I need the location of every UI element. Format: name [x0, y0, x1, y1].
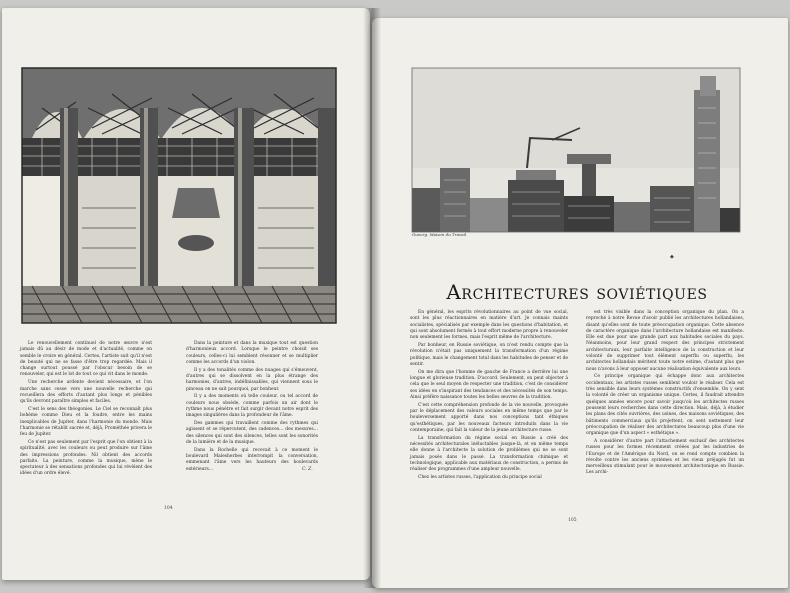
paragraph: Par bonheur, en Russie soviétique, on n'est rendu compte que la révolution n'était pas uniquement la transformation d'un régime politique, mais le changement total dans les habitudes de penser et de sentir. — [410, 342, 568, 367]
paragraph: Dans la Rochelle qui recevait à ce moment le boulevard Malesherbes interrompit la conversation, emmenant l'âme vers les hauteurs des boulevards extérieurs… — [186, 447, 318, 472]
illustration-caption: Gueorg. Maison du Travail — [412, 232, 467, 237]
right-text-column-1 — [410, 310, 568, 542]
paragraph: Ce n'est pas seulement par l'esprit que l'on obtient à la spiritualité, avec les couleurs ou peut produire sur l'âme des impressions profondes. Nil obtient des accords parfaits. La peinture, comme la musique, mène le spectateur à des sensations profondes qui lui révèlent des idées d'un ordre élevé. — [20, 439, 152, 477]
page-number: 105 — [568, 518, 577, 523]
palace-courtyard-illustration — [22, 68, 336, 323]
right-text-column-2 — [586, 310, 744, 542]
article-title: Architectures soviétiques — [446, 280, 708, 304]
paragraph: C'est cette compréhension profonde de la vie nouvelle, provoquée par le déplacement des valeurs sociales en même temps que par le bouleversement apporté dans nos conceptions tant éthiques qu'esthétiques, par les nouveaux facteurs introduits dans la vie contemporaine, qui fait la valeur de la jeune architecture russe. — [410, 402, 568, 433]
paragraph: C'est le sens des théogonies. Le Ciel se reconnaît plus bohème comme Dieu et la foudre, entre les mains inexplicables de Jupiter, dans l'harmonie du monde. Mais l'harmonie se rétablit sacrée et, déjà, Prométhée privera le feu de Jupiter. — [20, 406, 152, 438]
paragraph: Le renouvellement continuel de notre œuvre n'est jamais dû au désir de mode et d'actualité, comme on semble le croire en général. Certes, l'artiste suit qu'il n'est de beauté qui ne se fasse d'être trop regardée. Mais il change surtout poussé par l'obscur besoin de se renouveler, qui est le lot de tout ce qui vit dans le monde. — [20, 341, 152, 378]
paragraph: Chez les artistes russes, l'application du principe social — [418, 474, 542, 480]
right-page — [372, 18, 788, 588]
page-number: 104 — [164, 506, 173, 511]
paragraph: Il y a des tonalités comme des nuages qui s'émeuvent, d'autres qui se dissolvent en la plus étrange des harmonies, d'autres, indéfinissables, qui viennent sous le pinceau on ne sait pourquoi, par bonheur. — [186, 367, 318, 392]
paragraph: En général, les esprits révolutionnaires au point de vue social, sont les plus réactionnaires en matière d'art. Je connais maints socialistes, spécialisés par exemple dans les questions d'habitation, et qui sont absolument fermés à tout effort moderne propre à renouveler non seulement les formes, mais l'esprit même de l'architecture. — [410, 310, 568, 341]
book-gutter — [363, 8, 381, 588]
paragraph: Il y a des moments où telle couleur, ou tel accord de couleurs nous obsède, comme parfois un air dont le rythme nous pénètre et fait surgir devant notre esprit des images singulières dans la profondeur de l'âme. — [186, 394, 318, 419]
paragraph: Ce principe organique qui échappe donc aux architectes occidentaux, les artistes russes semblent vouloir le réaliser. Cela est très sensible dans leurs systèmes constructifs d'ensemble. On y sent la volonté de créer un organisme unique. Certes, il faudrait attendre quelques années encore pour savoir jusqu'où les architectes russes poussent leurs recherches dans cette direction. Mais, déjà, à étudier les plans des cités ouvrières, des usines, des maisons soviétiques, des bâtiments commerciaux qu'ils projettent, on sent nettement leur préoccupation de réaliser des architectures beaucoup plus d'une vie organique que d'un aspect « esthétique ». — [586, 374, 744, 437]
left-page — [2, 8, 370, 580]
ornament-mark: ◆ — [670, 254, 674, 260]
author-signature: C. Z. — [302, 467, 313, 472]
paragraph: Une recherche ardente devient nécessaire, et l'on marche sans cesse vers une nouvelle recherche qui recueillera des efforts d'autant plus longs et pénibles qu'ils devront paraître simples et faciles. — [20, 380, 152, 405]
paragraph: A considérer d'autre part l'attachement exclusif des architectes russes pour les formes récemment créées par les industries de l'Europe et de l'Amérique du Nord, on se rend compte combien la révolte contre les anciens systèmes et les vieux préjugés fut un merveilleux stimulant pour le mouvement architectonique en Russie. Les archi- — [586, 438, 744, 476]
paragraph: Des gammes qui travaillent comme des rythmes qui agissent et se répercutent, des cadences… des mesures… des silences qui sont des silences, telles sont les sonorités de la lumière et de la musique. — [186, 421, 318, 445]
left-text-column-1 — [20, 341, 152, 501]
paragraph: On me dira que l'homme de gauche de France a derrière lui une longue et glorieuse tradition. D'accord. Seulement, on peut objecter à cela que le seul moyen de respecter une tradition, c'est de considérer ses idées en s'inspirant des tendances et des nécessités de son temps. Ainsi préfère naissance toutes les belles œuvres de la tradition. — [410, 369, 568, 400]
paragraph: est très visible dans la conception organique du plan. On a reproché à notre Revue d'avoir publié les architectures hollandaises, disant qu'elles sont de toute préoccupation organique. Cette absence de caractère organique dans l'architecture hollandaise est manifeste. Elle est due pour une grande part aux habitudes sociales du pays. Néanmoins, pour leur grand respect des principes strictement architecturaux, leur parfaite intelligence de la construction et leur volonté de supprimer tout élément superflu ou superflu, les architectes hollandais méritent toute notre estime, d'autant plus que nous n'avons à leur opposer aucune réalisation équivalente aux leurs. — [586, 310, 744, 372]
paragraph: Dans la peinture et dans la musique tout est question d'harmonieux accord. Lorsque le peintre choisit ses couleurs, celles-ci lui semblent résonner et se multiplier comme les accords d'un violon. — [186, 341, 318, 365]
paragraph: La transformation du régime social en Russie a créé des nécessités architecturales inéluctables jusque-là, et en même temps elle donne à l'architecte la solution de problèmes qui ne se sont jamais posés dans le passé. La transformation chimique et technologique, applicable aux matériaux de construction, a permis de réaliser des programmes d'une ampleur nouvelle. — [410, 435, 568, 473]
soviet-architecture-illustration — [412, 68, 740, 232]
